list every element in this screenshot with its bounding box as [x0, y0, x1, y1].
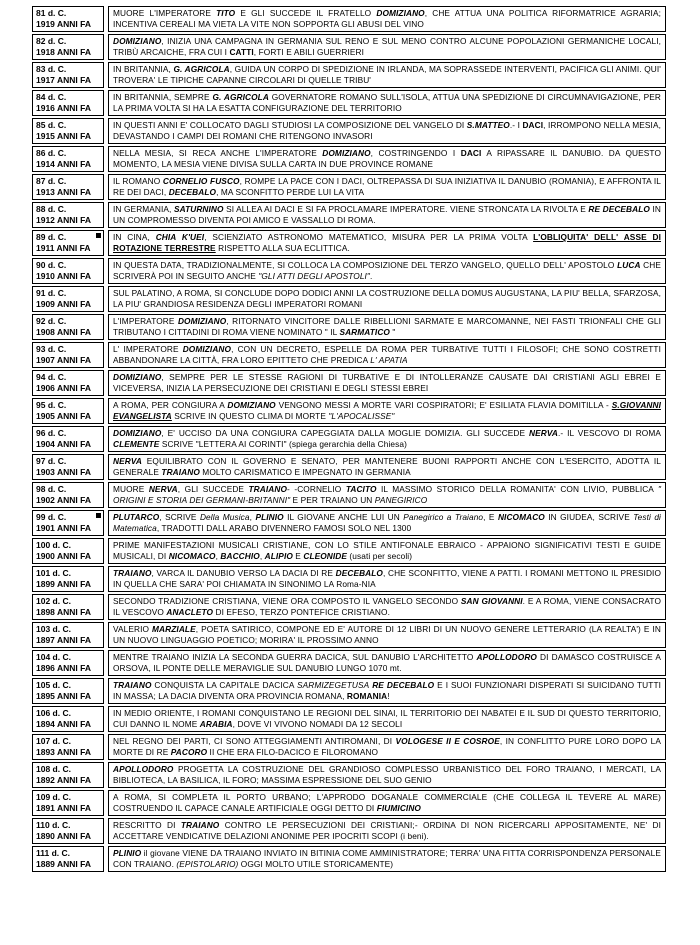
date-cell — [32, 286, 104, 312]
timeline-row — [32, 594, 666, 620]
year-label: 90 d. C. — [36, 260, 67, 270]
date-cell — [32, 34, 104, 60]
date-cell — [32, 258, 104, 284]
date-cell — [32, 566, 104, 592]
timeline-row — [32, 622, 666, 648]
timeline-row — [32, 202, 666, 228]
date-cell — [32, 174, 104, 200]
timeline-row — [32, 398, 666, 424]
years-ago-label: 1892 ANNI FA — [36, 775, 91, 785]
event-description: IN GERMANIA, SATURNINO SI ALLEA AI DACI E SI FA PROCLAMARE IMPERATORE. VIENE STRONCATA LA RIVOLTA E RE DECEBALO IN UN COMPROMESSO DIVENTA POI AMICO E VASSALLO DI ROMA. — [108, 202, 666, 228]
timeline-table — [32, 6, 666, 874]
date-cell — [32, 342, 104, 368]
years-ago-label: 1917 ANNI FA — [36, 75, 91, 85]
date-cell — [32, 370, 104, 396]
event-description: IN BRITANNIA, G. AGRICOLA, GUIDA UN CORPO DI SPEDIZIONE IN IRLANDA, MA SOPRASSEDE INTERVENTI, PACIFICA GLI ANIMI. QUI' TROVERA' LE TIPICHE CAPANNE CIRCOLARI DI QUELLE TRIBU' — [108, 62, 666, 88]
timeline-row — [32, 818, 666, 844]
date-cell — [32, 398, 104, 424]
event-description: IN BRITANNIA, SEMPRE G. AGRICOLA GOVERNATORE ROMANO SULL'ISOLA, ATTUA UNA SPEDIZIONE DI CIRCUMNAVIGAZIONE, PER LA PRIMA VOLTA SI HA LA ESATTA CONFIGURAZIONE DEL TERRITORIO — [108, 90, 666, 116]
timeline-row — [32, 314, 666, 340]
timeline-row — [32, 454, 666, 480]
year-label: 111 d. C. — [36, 848, 71, 858]
event-description: IN QUESTI ANNI E' COLLOCATO DAGLI STUDIOSI LA COMPOSIZIONE DEL VANGELO DI S.MATTEO.- I DACI, IRROMPONO NELLA MESIA, DEVASTANDO I CAMPI DEI ROMANI CHE RITENGONO INVASORI — [108, 118, 666, 144]
year-label: 99 d. C. — [36, 512, 67, 522]
timeline-row — [32, 762, 666, 788]
date-cell — [32, 426, 104, 452]
timeline-row — [32, 230, 666, 256]
event-description: MUORE L'IMPERATORE TITO E GLI SUCCEDE IL FRATELLO DOMIZIANO, CHE ATTUA UNA POLITICA RIFORMATRICE AGRARIA; INCENTIVA CEREALI MA VIETA LA VITE NON SOPPORTA GLI ABUSI DEL VINO — [108, 6, 666, 32]
date-cell — [32, 622, 104, 648]
event-description: IN QUESTA DATA, TRADIZIONALMENTE, SI COLLOCA LA COMPOSIZIONE DEL TERZO VANGELO, QUELLO DELL' APOSTOLO LUCA CHE SCRIVERÀ POI IN SEGUITO ANCHE "GLI ATTI DEGLI APOSTOLI". — [108, 258, 666, 284]
date-cell — [32, 314, 104, 340]
event-description: A ROMA, PER CONGIURA A DOMIZIANO VENGONO MESSI A MORTE VARI COSPIRATORI; E' ESILIATA FLAVIA DOMITILLA - S.GIOVANNI EVANGELISTA SCRIVE IN QUESTO CLIMA DI MORTE "L'APOCALISSE" — [108, 398, 666, 424]
event-description: NELLA MESIA, SI RECA ANCHE L'IMPERATORE DOMIZIANO, COSTRINGENDO I DACI A RIPASSARE IL DANUBIO. DA QUESTO MOMENTO, LA MESIA VIENE DIVISA SULLA CARTA IN DUE PROVINCE ROMANE — [108, 146, 666, 172]
event-description: DOMIZIANO, SEMPRE PER LE STESSE RAGIONI DI TURBATIVE E DI INTOLLERANZE CAUSATE DAI CRISTIANI AGLI EBREI E VICEVERSA, INIZIA LA PERSECUZIONE DEI CRISTIANI E DEGLI STESSI EBREI — [108, 370, 666, 396]
year-label: 84 d. C. — [36, 92, 67, 102]
timeline-row — [32, 370, 666, 396]
timeline-row — [32, 118, 666, 144]
date-cell — [32, 650, 104, 676]
event-description: TRAIANO CONQUISTA LA CAPITALE DACICA SARMIZEGETUSA RE DECEBALO E I SUOI FUNZIONARI DISPERATI SI SUICIDANO TUTTI IN MASSA; LA DACIA DIVENTA ORA PROVINCIA ROMANA, ROMANIA! — [108, 678, 666, 704]
date-cell — [32, 790, 104, 816]
date-cell — [32, 538, 104, 564]
date-cell — [32, 202, 104, 228]
timeline-row — [32, 538, 666, 564]
event-description: L' IMPERATORE DOMIZIANO, CON UN DECRETO, ESPELLE DA ROMA PER TURBATIVE TUTTI I FILOSOFI; CHE SONO COSTRETTI ABBANDONARE LA CITTÀ, FRA LORO EPITTETO CHE PREDICA L' APATIA — [108, 342, 666, 368]
year-label: 81 d. C. — [36, 8, 67, 18]
event-description: PLINIO il giovane VIENE DA TRAIANO INVIATO IN BITINIA COME AMMINISTRATORE; TERRA' UNA FITTA CORRISPONDENZA PERSONALE CON TRAIANO. (EPISTOLARIO) OGGI MOLTO UTILE STORICAMENTE) — [108, 846, 666, 872]
years-ago-label: 1902 ANNI FA — [36, 495, 91, 505]
timeline-row — [32, 650, 666, 676]
years-ago-label: 1891 ANNI FA — [36, 803, 91, 813]
year-label: 104 d. C. — [36, 652, 71, 662]
timeline-row — [32, 426, 666, 452]
timeline-row — [32, 258, 666, 284]
year-label: 92 d. C. — [36, 316, 67, 326]
year-label: 89 d. C. — [36, 232, 67, 242]
date-cell — [32, 510, 104, 536]
square-bullet-icon — [96, 513, 101, 518]
timeline-row — [32, 286, 666, 312]
timeline-row — [32, 482, 666, 508]
years-ago-label: 1911 ANNI FA — [36, 243, 91, 253]
timeline-row — [32, 510, 666, 536]
event-description: DOMIZIANO, E' UCCISO DA UNA CONGIURA CAPEGGIATA DALLA MOGLIE DOMIZIA. GLI SUCCEDE NERVA.- IL VESCOVO DI ROMA CLEMENTE SCRIVE "LETTERA AI CORINTI" (spiega gerarchia della Chiesa) — [108, 426, 666, 452]
event-description: PRIME MANIFESTAZIONI MUSICALI CRISTIANE, CON LO STILE ANTIFONALE EBRAICO - APPAIONO SIGNIFICATIVI TESTI E GUIDE MUSICALI, DI NICOMACO, BACCHIO, ALIPIO E CLEONIDE (usati per secoli) — [108, 538, 666, 564]
timeline-row — [32, 566, 666, 592]
years-ago-label: 1899 ANNI FA — [36, 579, 91, 589]
year-label: 110 d. C. — [36, 820, 71, 830]
event-description: IN CINA, CHIA K'UEI, SCIENZIATO ASTRONOMO MATEMATICO, MISURA PER LA PRIMA VOLTA L'OBLIQUITA' DELL' ASSE DI ROTAZIONE TERRESTRE RISPETTO ALLA SUA ECLITTICA. — [108, 230, 666, 256]
date-cell — [32, 706, 104, 732]
date-cell — [32, 62, 104, 88]
year-label: 88 d. C. — [36, 204, 67, 214]
timeline-row — [32, 706, 666, 732]
event-description: TRAIANO, VARCA IL DANUBIO VERSO LA DACIA DI RE DECEBALO, CHE SCONFITTO, VIENE A PATTI. I ROMANI METTONO IL PRESIDIO IN QUELLA CHE SARA' POI CHIAMATA IN SINONIMO LA Roma-NIA — [108, 566, 666, 592]
years-ago-label: 1897 ANNI FA — [36, 635, 91, 645]
years-ago-label: 1919 ANNI FA — [36, 19, 91, 29]
year-label: 105 d. C. — [36, 680, 71, 690]
event-description: A ROMA, SI COMPLETA IL PORTO URBANO; L'APPRODO DOGANALE COMMERCIALE (CHE COLLEGA IL TEVERE AL MARE) COSTRUENDO IL CAPACE CANALE ARTIFICIALE OGGI DETTO DI FIUMICINO — [108, 790, 666, 816]
date-cell — [32, 482, 104, 508]
event-description: L'IMPERATORE DOMIZIANO, RITORNATO VINCITORE DALLE RIBELLIONI SARMATE E MARCOMANNE, NEI FASTI TRIONFALI CHE GLI TRIBUTANO I CITTADINI DI ROMA VIENE NOMINATO " IL SARMATICO " — [108, 314, 666, 340]
date-cell — [32, 846, 104, 872]
year-label: 107 d. C. — [36, 736, 71, 746]
event-description: VALERIO MARZIALE, POETA SATIRICO, COMPONE ED E' AUTORE DI 12 LIBRI DI UN NUOVO GENERE LETTERARIO (LA REALTA') E IN UN NUOVO LINGUAGGIO POETICO; MORIRA' IL PROSSIMO ANNO — [108, 622, 666, 648]
years-ago-label: 1904 ANNI FA — [36, 439, 91, 449]
event-description: RESCRITTO DI TRAIANO CONTRO LE PERSECUZIONI DEI CRISTIANI;- ORDINA DI NON RICERCARLI APPOSITAMENTE, NE' DI ACCETTARE VENDICATIVE DELAZIONI ANONIME PER IPOCRITI SCOPI (i beni). — [108, 818, 666, 844]
years-ago-label: 1907 ANNI FA — [36, 355, 91, 365]
timeline-row — [32, 90, 666, 116]
date-cell — [32, 6, 104, 32]
year-label: 83 d. C. — [36, 64, 67, 74]
square-bullet-icon — [96, 233, 101, 238]
timeline-row — [32, 846, 666, 872]
year-label: 103 d. C. — [36, 624, 71, 634]
years-ago-label: 1909 ANNI FA — [36, 299, 91, 309]
event-description: DOMIZIANO, INIZIA UNA CAMPAGNA IN GERMANIA SUL RENO E SUL MENO CONTRO ALCUNE POPOLAZIONI GERMANICHE LOCALI, TRIBÙ ARCAICHE, FRA CUI I CATTI, FORTI E ABILI GUERRIERI — [108, 34, 666, 60]
timeline-row — [32, 34, 666, 60]
event-description: IN MEDIO ORIENTE, I ROMANI CONQUISTANO LE REGIONI DEL SINAI, IL TERRITORIO DEI NABATEI E IL SUD DI QUESTO TERRITORIO, CUI DANNO IL NOME ARABIA, DOVE VI VIVONO NOMADI DA 12 SECOLI — [108, 706, 666, 732]
date-cell — [32, 594, 104, 620]
timeline-row — [32, 6, 666, 32]
event-description: PLUTARCO, SCRIVE Della Musica, PLINIO IL GIOVANE ANCHE LUI UN Panegirico a Traiano, E NICOMACO IN GIUDEA, SCRIVE Testi di Matematica, TRADOTTI DALL ARABO DIVENNERO FAMOSI SOLO NEL 1300 — [108, 510, 666, 536]
years-ago-label: 1889 ANNI FA — [36, 859, 91, 869]
date-cell — [32, 734, 104, 760]
years-ago-label: 1903 ANNI FA — [36, 467, 91, 477]
year-label: 82 d. C. — [36, 36, 67, 46]
years-ago-label: 1916 ANNI FA — [36, 103, 91, 113]
years-ago-label: 1901 ANNI FA — [36, 523, 91, 533]
years-ago-label: 1915 ANNI FA — [36, 131, 91, 141]
timeline-row — [32, 790, 666, 816]
years-ago-label: 1918 ANNI FA — [36, 47, 91, 57]
years-ago-label: 1900 ANNI FA — [36, 551, 91, 561]
date-cell — [32, 118, 104, 144]
year-label: 91 d. C. — [36, 288, 67, 298]
date-cell — [32, 90, 104, 116]
year-label: 95 d. C. — [36, 400, 67, 410]
year-label: 86 d. C. — [36, 148, 67, 158]
event-description: APOLLODORO PROGETTA LA COSTRUZIONE DEL GRANDIOSO COMPLESSO URBANISTICO DEL FORO TRAIANO, I MERCATI, LA BIBLIOTECA, LA BASILICA, IL FORO; MASSIMA ESPRESSIONE DEL SUO GENIO — [108, 762, 666, 788]
event-description: IL ROMANO CORNELIO FUSCO, ROMPE LA PACE CON I DACI, OLTREPASSA DI SUA INIZIATIVA IL DANUBIO (ROMANIA), E AFFRONTA IL RE DEI DACI, DECEBALO, MA SCONFITTO PERDE LUI LA VITA — [108, 174, 666, 200]
year-label: 106 d. C. — [36, 708, 71, 718]
timeline-row — [32, 62, 666, 88]
date-cell — [32, 230, 104, 256]
event-description: MENTRE TRAIANO INIZIA LA SECONDA GUERRA DACICA, SUL DANUBIO L'ARCHITETTO APOLLODORO DI DAMASCO COSTRUISCE A ORSOVA, IL PONTE DELLE MERAVIGLIE SUL DANUBIO LUNGO 1070 mt. — [108, 650, 666, 676]
timeline-row — [32, 678, 666, 704]
event-description: SECONDO TRADIZIONE CRISTIANA, VIENE ORA COMPOSTO IL VANGELO SECONDO SAN GIOVANNI. E A ROMA, VIENE CONSACRATO IL VESCOVO ANACLETO DI EFESO, TERZO PONTEFICE CRISTIANO. — [108, 594, 666, 620]
date-cell — [32, 454, 104, 480]
years-ago-label: 1894 ANNI FA — [36, 719, 91, 729]
year-label: 108 d. C. — [36, 764, 71, 774]
date-cell — [32, 146, 104, 172]
year-label: 85 d. C. — [36, 120, 67, 130]
event-description: SUL PALATINO, A ROMA, SI CONCLUDE DOPO DODICI ANNI LA COSTRUZIONE DELLA DOMUS AUGUSTANA, LA PIU' BELLA, SFARZOSA, LA PIU' GRANDIOSA RESIDENZA DEGLI IMPERATORI ROMANI — [108, 286, 666, 312]
year-label: 93 d. C. — [36, 344, 67, 354]
event-description: MUORE NERVA, GLI SUCCEDE TRAIANO- -CORNELIO TACITO IL MASSIMO STORICO DELLA ROMANITA' CON LIVIO, PUBBLICA " ORIGINI E STORIA DEI GERMANI-BRITANNI" E PER TRAIANO UN PANEGIRICO — [108, 482, 666, 508]
years-ago-label: 1913 ANNI FA — [36, 187, 91, 197]
years-ago-label: 1910 ANNI FA — [36, 271, 91, 281]
year-label: 102 d. C. — [36, 596, 71, 606]
year-label: 97 d. C. — [36, 456, 67, 466]
year-label: 109 d. C. — [36, 792, 71, 802]
date-cell — [32, 818, 104, 844]
year-label: 87 d. C. — [36, 176, 67, 186]
years-ago-label: 1912 ANNI FA — [36, 215, 91, 225]
year-label: 96 d. C. — [36, 428, 67, 438]
year-label: 101 d. C. — [36, 568, 71, 578]
years-ago-label: 1898 ANNI FA — [36, 607, 91, 617]
timeline-row — [32, 734, 666, 760]
years-ago-label: 1905 ANNI FA — [36, 411, 91, 421]
date-cell — [32, 678, 104, 704]
timeline-row — [32, 146, 666, 172]
years-ago-label: 1896 ANNI FA — [36, 663, 91, 673]
years-ago-label: 1914 ANNI FA — [36, 159, 91, 169]
years-ago-label: 1893 ANNI FA — [36, 747, 91, 757]
years-ago-label: 1895 ANNI FA — [36, 691, 91, 701]
timeline-row — [32, 174, 666, 200]
year-label: 100 d. C. — [36, 540, 71, 550]
event-description: NERVA EQUILIBRATO CON IL GOVERNO E SENATO, PER MANTENERE BUONI RAPPORTI ANCHE CON L'ESERCITO, ADOTTA IL GENERALE TRAIANO MOLTO CARISMATICO E IMPEGNATO IN GERMANIA — [108, 454, 666, 480]
event-description: NEL REGNO DEI PARTI, CI SONO ATTEGGIAMENTI ANTIROMANI, DI VOLOGESE II E COSROE, IN CONFLITTO PURE LORO DOPO LA MORTE DI RE PACORO II CHE ERA FILO-DACICO E FILOROMANO — [108, 734, 666, 760]
years-ago-label: 1890 ANNI FA — [36, 831, 91, 841]
years-ago-label: 1906 ANNI FA — [36, 383, 91, 393]
year-label: 98 d. C. — [36, 484, 67, 494]
date-cell — [32, 762, 104, 788]
year-label: 94 d. C. — [36, 372, 67, 382]
timeline-row — [32, 342, 666, 368]
years-ago-label: 1908 ANNI FA — [36, 327, 91, 337]
